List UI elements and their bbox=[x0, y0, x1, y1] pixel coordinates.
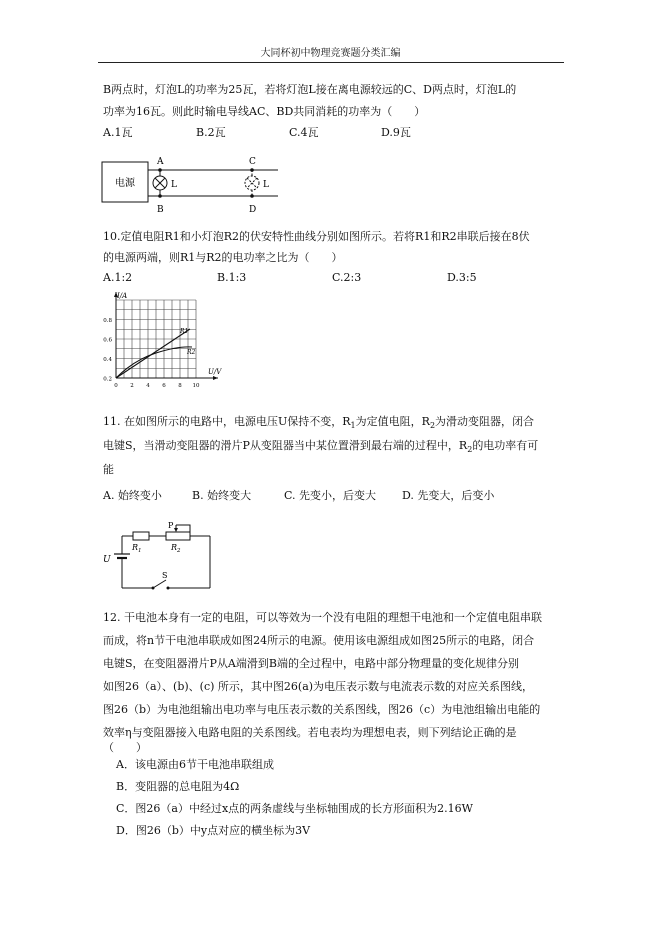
curve-r1-label: R1 bbox=[180, 328, 189, 335]
q12-line-7: （ ） bbox=[103, 741, 147, 754]
y-axis-label: I/A bbox=[117, 292, 128, 300]
q11-option-b: B. 始终变大 bbox=[192, 489, 252, 502]
y-tick-0-4: 0.4 bbox=[103, 357, 112, 363]
q10-line-1: 10.定值电阻R1和小灯泡R2的伏安特性曲线分别如图所示。若将R1和R2串联后接在8伏 bbox=[103, 230, 530, 243]
x-tick-4: 4 bbox=[146, 383, 150, 389]
q9-line-1: B两点时，灯泡L的功率为25瓦，若将灯泡L接在离电源较远的C、D两点时，灯泡L的 bbox=[103, 83, 517, 96]
q11-option-d: D. 先变大，后变小 bbox=[402, 489, 495, 502]
q11-option-a: A. 始终变小 bbox=[103, 489, 162, 502]
point-d-label: D bbox=[249, 205, 257, 215]
q10-option-c: C.2:3 bbox=[332, 271, 362, 284]
q9-circuit-figure bbox=[100, 152, 290, 218]
q10-option-a: A.1:2 bbox=[103, 271, 133, 284]
q12-option-d: D．图26（b）中y点对应的横坐标为3V bbox=[116, 824, 311, 837]
switch-s-blade bbox=[153, 580, 166, 588]
q12-line-6: 效率η与变阻器接入电路电阻的关系图线。若电表均为理想电表，则下列结论正确的是 bbox=[103, 726, 517, 739]
point-c-label: C bbox=[249, 157, 256, 167]
q12-line-2: 而成，将n节干电池串联成如图24所示的电源。使用该电源组成如图25所示的电路，闭合 bbox=[103, 634, 535, 647]
switch-s-label: S bbox=[162, 571, 168, 580]
resistor-r1 bbox=[133, 532, 149, 540]
curve-r2 bbox=[116, 347, 192, 378]
q12-line-4: 如图26（a）、(b)、(c) 所示，其中图26(a)为电压表示数与电流表示数的对应关系图线， bbox=[103, 680, 534, 693]
x-tick-6: 6 bbox=[162, 383, 166, 389]
q9-option-b: B.2瓦 bbox=[196, 126, 226, 139]
q12-option-b: B．变阻器的总电阻为4Ω bbox=[116, 780, 240, 793]
q12-line-3: 电键S，在变阻器滑片P从A端滑到B端的全过程中，电路中部分物理量的变化规律分别 bbox=[103, 657, 519, 670]
header-rule bbox=[98, 62, 564, 63]
slider-p-label: P bbox=[168, 521, 174, 530]
q12-option-a: A．该电源由6节干电池串联组成 bbox=[116, 758, 274, 771]
x-tick-0: 0 bbox=[114, 383, 118, 389]
q11-line-2: 电键S，当滑动变阻器的滑片P从变阻器当中某位置滑到最右端的过程中，$R_2$的电功率有可 bbox=[103, 439, 539, 455]
point-a-label: A bbox=[157, 157, 164, 167]
lamp-far-label: L bbox=[263, 180, 269, 190]
q10-iv-chart bbox=[100, 290, 235, 400]
q10-line-2: 的电源两端，则R1与R2的电功率之比为（ ） bbox=[103, 251, 343, 264]
r2-label: $R_2$ bbox=[171, 543, 181, 554]
power-source-label: 电源 bbox=[115, 178, 135, 189]
x-tick-2: 2 bbox=[130, 383, 134, 389]
q10-option-d: D.3:5 bbox=[447, 271, 477, 284]
slider-arrow-icon bbox=[174, 528, 178, 532]
q12-option-c: C．图26（a）中经过x点的两条虚线与坐标轴围成的长方形面积为2.16W bbox=[116, 802, 473, 815]
x-tick-10: 10 bbox=[192, 383, 200, 389]
curve-r2-label: R2 bbox=[187, 349, 196, 356]
q11-circuit-figure bbox=[100, 518, 220, 598]
q11-line-1: 11. 在如图所示的电路中，电源电压U保持不变，$R_1$为定值电阻，$R_2$为滑动变阻器，闭合 bbox=[103, 415, 535, 431]
r1-label: $R_1$ bbox=[132, 543, 142, 554]
voltage-u-label: U bbox=[103, 555, 111, 565]
q12-line-1: 12. 干电池本身有一定的电阻，可以等效为一个没有电阻的理想干电池和一个定值电阻串联 bbox=[103, 611, 542, 624]
point-b-label: B bbox=[157, 205, 164, 215]
page-header: 大同杯初中物理竞赛题分类汇编 bbox=[260, 48, 401, 59]
q9-option-a: A.1瓦 bbox=[103, 126, 133, 139]
q12-line-5: 图26（b）为电池组输出电功率与电压表示数的关系图线，图26（c）为电池组输出电能的 bbox=[103, 703, 541, 716]
x-axis-label: U/V bbox=[208, 368, 222, 376]
lamp-near-label: L bbox=[171, 180, 177, 190]
q11-option-c: C. 先变小，后变大 bbox=[284, 489, 377, 502]
q9-line-2: 功率为16瓦。则此时输电导线AC、BD共同消耗的功率为（ ） bbox=[103, 105, 426, 118]
q10-option-b: B.1:3 bbox=[217, 271, 247, 284]
q11-line-3: 能 bbox=[103, 463, 114, 476]
y-tick-0-2: 0.2 bbox=[103, 376, 112, 383]
x-tick-8: 8 bbox=[178, 383, 182, 389]
y-tick-0-8: 0.8 bbox=[103, 318, 112, 324]
q9-option-d: D.9瓦 bbox=[381, 126, 411, 139]
q9-option-c: C.4瓦 bbox=[289, 126, 319, 139]
chart-grid bbox=[116, 300, 196, 378]
rheostat-r2 bbox=[166, 532, 190, 540]
y-tick-0-6: 0.6 bbox=[103, 337, 112, 344]
